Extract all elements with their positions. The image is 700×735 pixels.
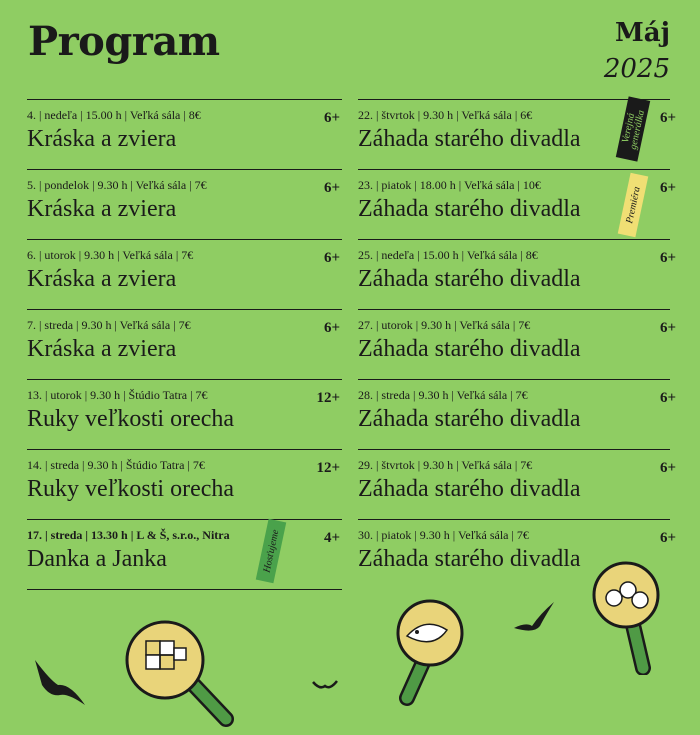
bird-icon [30,655,90,710]
age-rating: 6+ [659,250,676,266]
divider [27,589,342,590]
age-rating: 6+ [323,250,340,266]
program-entry [358,169,676,239]
magnifier-fish-icon [385,598,470,708]
program-entry [358,239,676,309]
age-rating: 6+ [659,180,676,196]
program-entry [358,449,676,519]
program-entry [27,449,342,519]
entry-meta: 27. | utorok | 9.30 h | Veľká sála | 7€ [358,318,531,332]
program-entry [27,309,342,379]
program-column-right [358,99,676,589]
entry-meta: 4. | nedeľa | 15.00 h | Veľká sála | 8€ [27,108,201,122]
bird-flying-icon [512,600,557,638]
entry-meta: 30. | piatok | 9.30 h | Veľká sála | 7€ [358,528,529,542]
entry-title: Kráska a zviera [27,266,177,292]
program-entry [358,99,676,169]
page-title: Program [28,18,220,65]
public-rehearsal-tag: Verejná generálka [616,96,650,161]
entry-title: Záhada starého divadla [358,546,581,572]
entry-meta: 28. | streda | 9.30 h | Veľká sála | 7€ [358,388,528,402]
program-entry [27,239,342,309]
entry-title: Kráska a zviera [27,196,177,222]
age-rating: 6+ [659,530,676,546]
entry-title: Danka a Janka [27,546,167,572]
age-rating: 12+ [316,390,340,406]
entry-meta: 5. | pondelok | 9.30 h | Veľká sála | 7€ [27,178,207,192]
entry-meta: 13. | utorok | 9.30 h | Štúdio Tatra | 7€ [27,388,208,402]
age-rating: 6+ [659,320,676,336]
program-entry [27,519,342,589]
month-label: Máj [614,18,670,48]
entry-title: Ruky veľkosti orecha [27,406,235,432]
age-rating: 12+ [316,460,340,476]
entry-title: Záhada starého divadla [358,406,581,432]
age-rating: 6+ [659,390,676,406]
program-entry [27,99,342,169]
entry-meta: 29. | štvrtok | 9.30 h | Veľká sála | 7€ [358,458,533,472]
program-column-left [27,99,342,590]
program-entry [358,379,676,449]
age-rating: 4+ [323,530,340,546]
age-rating: 6+ [659,110,676,126]
program-entry [358,309,676,379]
entry-title: Ruky veľkosti orecha [27,476,235,502]
premiere-tag: Premiéra [618,173,648,237]
entry-meta: 14. | streda | 9.30 h | Štúdio Tatra | 7€ [27,458,205,472]
entry-meta: 7. | streda | 9.30 h | Veľká sála | 7€ [27,318,191,332]
entry-meta: 22. | štvrtok | 9.30 h | Veľká sála | 6€ [358,108,533,122]
age-rating: 6+ [323,320,340,336]
entry-title: Záhada starého divadla [358,266,581,292]
year-label: 2025 [603,54,670,84]
entry-meta: 17. | streda | 13.30 h | L & Š, s.r.o., Nitra [27,528,230,542]
bird-small-icon [312,678,338,692]
entry-title: Záhada starého divadla [358,126,581,152]
magnifier-faces-icon [588,560,678,675]
entry-title: Záhada starého divadla [358,196,581,222]
age-rating: 6+ [323,110,340,126]
age-rating: 6+ [323,180,340,196]
entry-title: Záhada starého divadla [358,476,581,502]
entry-title: Záhada starého divadla [358,336,581,362]
guest-tag: Hosťujeme [256,519,286,583]
age-rating: 6+ [659,460,676,476]
entry-meta: 25. | nedeľa | 15.00 h | Veľká sála | 8€ [358,248,538,262]
entry-title: Kráska a zviera [27,126,177,152]
entry-meta: 6. | utorok | 9.30 h | Veľká sála | 7€ [27,248,194,262]
program-entry [27,169,342,239]
entry-meta: 23. | piatok | 18.00 h | Veľká sála | 10€ [358,178,541,192]
program-entry [27,379,342,449]
magnifier-puzzle-icon [120,615,235,730]
entry-title: Kráska a zviera [27,336,177,362]
